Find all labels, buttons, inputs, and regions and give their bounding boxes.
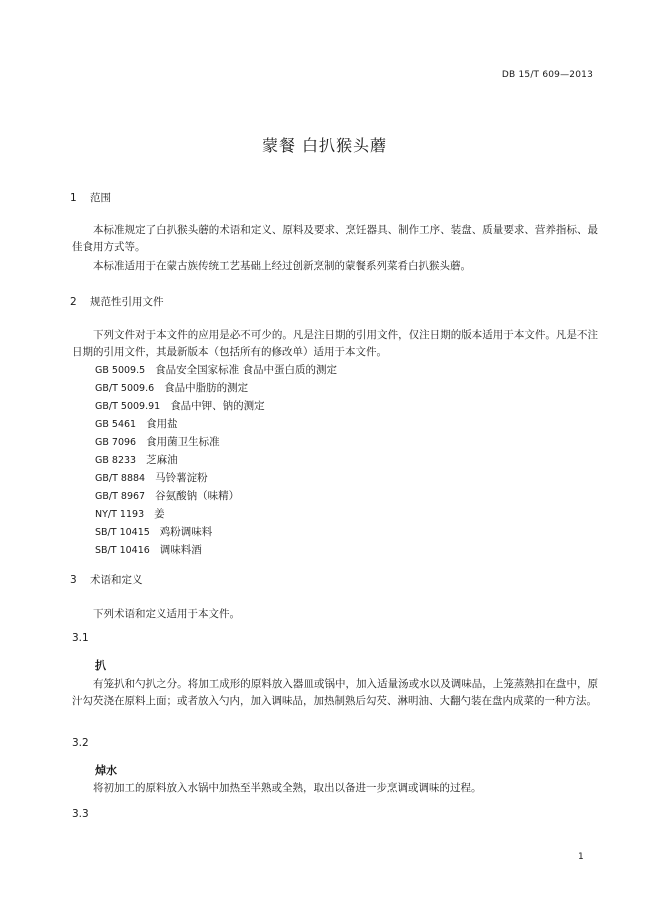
reference-name: 食用盐 [146, 418, 178, 430]
section-number: 1 [70, 192, 77, 204]
reference-name: 马铃薯淀粉 [155, 472, 208, 484]
document-title: 蒙餐 白扒猴头蘑 [261, 136, 388, 155]
references-intro: 下列文件对于本文件的应用是必不可少的。凡是注日期的引用文件，仅注日期的版本适用于本文件。凡是不注日期的引用文件，其最新版本（包括所有的修改单）适用于本文件。 [72, 329, 598, 358]
section-title: 术语和定义 [90, 574, 143, 586]
page-number: 1 [578, 852, 584, 862]
section-title: 规范性引用文件 [90, 296, 164, 308]
reference-name: 食品中钾、钠的测定 [170, 400, 265, 412]
section-title: 范围 [90, 192, 111, 204]
reference-code: GB 5009.5 [95, 365, 146, 376]
reference-name: 芝麻油 [146, 454, 178, 466]
reference-item [95, 361, 337, 379]
reference-item [95, 397, 337, 415]
section-3-heading [70, 572, 143, 587]
reference-name: 调味料酒 [159, 544, 202, 556]
term-heading: 焯水 [95, 764, 117, 777]
reference-code: GB/T 5009.6 [95, 383, 155, 394]
term-heading: 扒 [95, 659, 106, 672]
reference-code: GB 5461 [95, 419, 137, 430]
reference-item [95, 415, 337, 433]
terms-intro: 下列术语和定义适用于本文件。 [93, 608, 240, 620]
term-definition: 将初加工的原料放入水锅中加热至半熟或全熟，取出以备进一步烹调或调味的过程。 [93, 782, 482, 794]
reference-item [95, 487, 337, 505]
reference-item [95, 523, 337, 541]
reference-item [95, 469, 337, 487]
reference-code: SB/T 10415 [95, 527, 150, 538]
reference-code: NY/T 1193 [95, 509, 145, 520]
reference-item [95, 379, 337, 397]
scope-paragraph-1: 本标准规定了白扒猴头蘑的术语和定义、原料及要求、烹饪器具、制作工序、装盘、质量要求、营养指标、最佳食用方式等。 [72, 224, 598, 253]
reference-item [95, 505, 337, 523]
reference-code: SB/T 10416 [95, 545, 150, 556]
clause-3-2-number: 3.2 [72, 737, 89, 749]
reference-item [95, 433, 337, 451]
reference-code: GB/T 8884 [95, 473, 146, 484]
section-2-heading [70, 294, 164, 309]
reference-name: 食用菌卫生标准 [146, 436, 220, 448]
section-1-heading [70, 190, 111, 205]
clause-3-3-number: 3.3 [72, 808, 89, 820]
reference-code: GB 8233 [95, 455, 137, 466]
scope-paragraph-2: 本标准适用于在蒙古族传统工艺基础上经过创新烹制的蒙餐系列菜肴白扒猴头蘑。 [93, 260, 471, 272]
reference-name: 鸡粉调味料 [159, 526, 213, 538]
reference-name: 食品安全国家标准 食品中蛋白质的测定 [155, 364, 337, 376]
reference-code: GB/T 5009.91 [95, 401, 161, 412]
reference-name: 姜 [154, 508, 165, 520]
term-definition: 有笼扒和勺扒之分。将加工成形的原料放入器皿或锅中，加入适量汤或水以及调味品，上笼蒸熟扣在盘中，原汁勾芡浇在原料上面；或者放入勺内，加入调味品，加热制熟后勾芡、淋明油、大翻勺装在盘内成菜的一种方法。 [72, 678, 598, 707]
clause-3-1-number: 3.1 [72, 632, 89, 644]
normative-references-list [95, 361, 337, 559]
reference-code: GB 7096 [95, 437, 137, 448]
reference-code: GB/T 8967 [95, 491, 146, 502]
reference-item [95, 451, 337, 469]
reference-name: 食品中脂肪的测定 [164, 382, 249, 394]
section-number: 2 [70, 296, 77, 308]
reference-item [95, 541, 337, 559]
reference-name: 谷氨酸钠（味精） [155, 490, 240, 502]
section-number: 3 [70, 574, 77, 586]
standard-code: DB 15/T 609—2013 [501, 70, 593, 80]
